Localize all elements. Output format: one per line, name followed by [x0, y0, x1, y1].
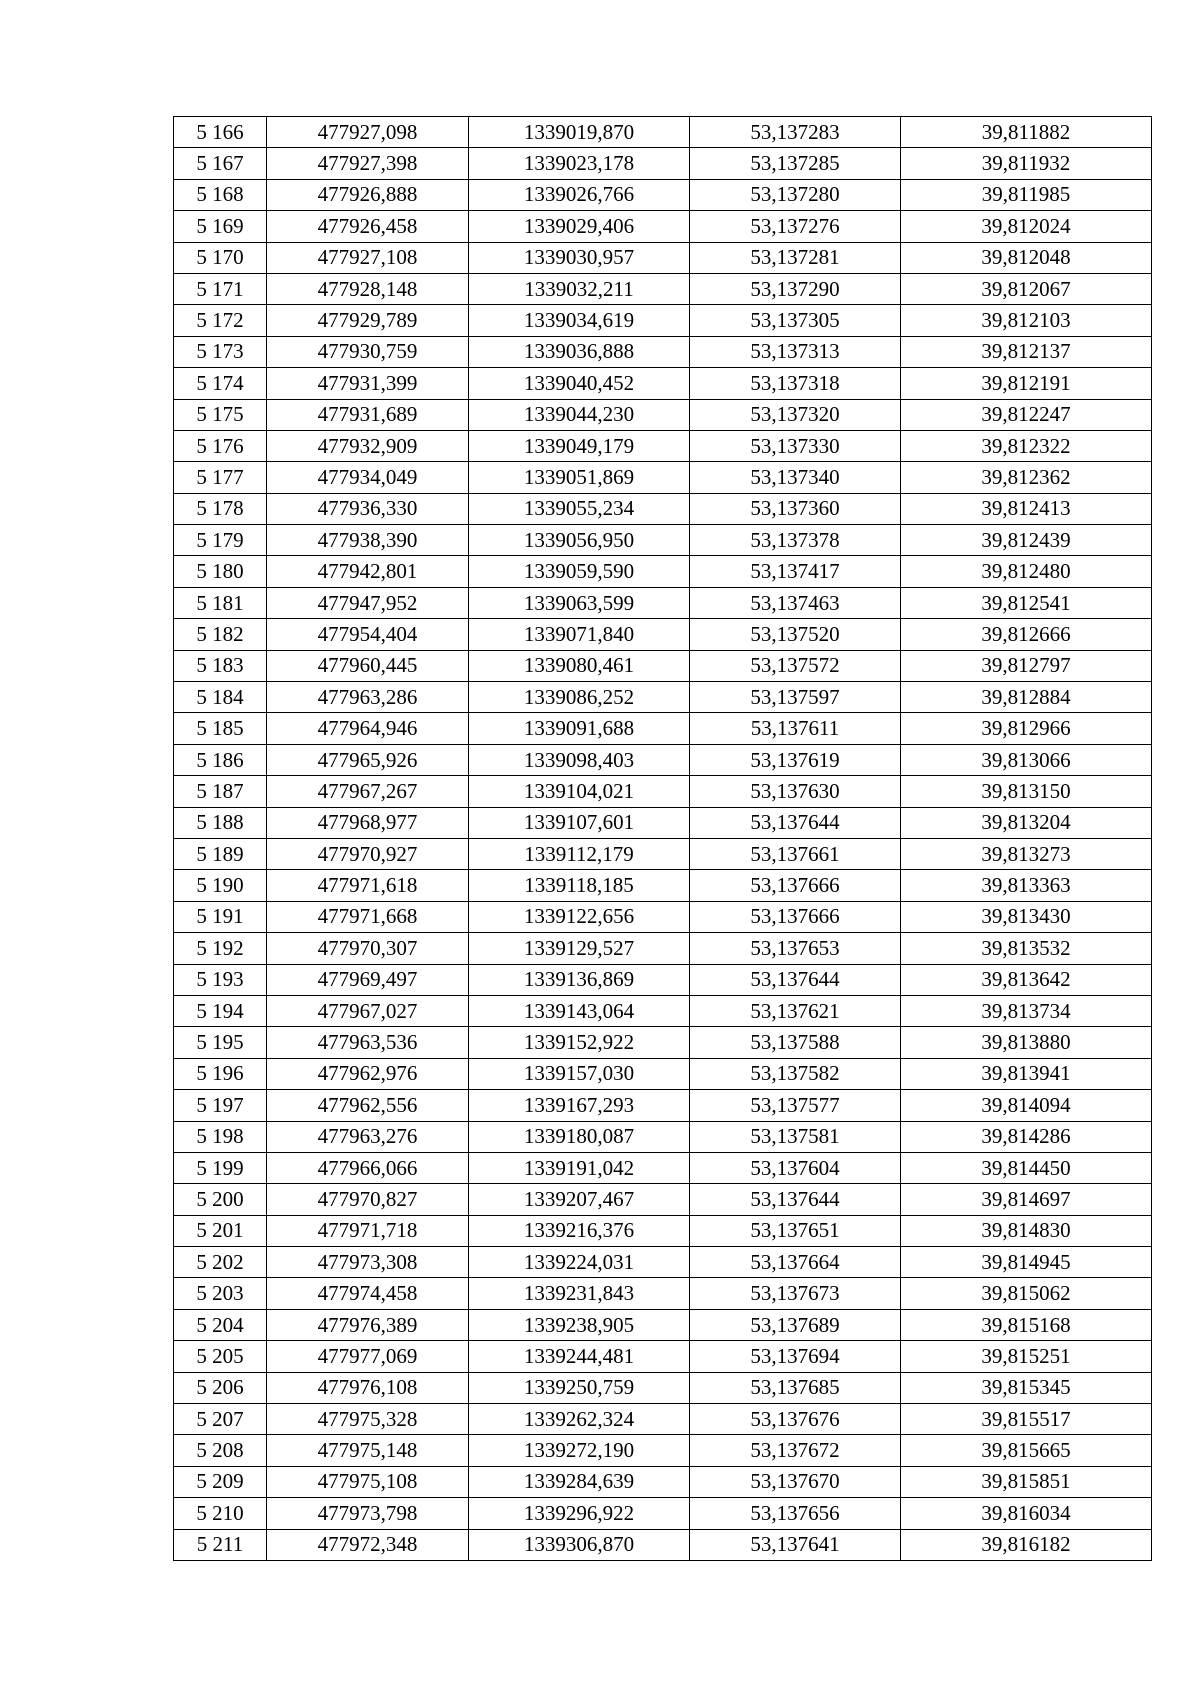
longitude-cell: 39,815851 — [901, 1466, 1152, 1497]
x-coordinate-cell: 477977,069 — [267, 1341, 469, 1372]
longitude-cell: 39,812439 — [901, 525, 1152, 556]
longitude-cell: 39,812067 — [901, 273, 1152, 304]
latitude-cell: 53,137689 — [690, 1309, 901, 1340]
table-row — [174, 870, 1152, 901]
latitude-cell: 53,137644 — [690, 964, 901, 995]
longitude-cell: 39,812137 — [901, 336, 1152, 367]
longitude-cell: 39,812247 — [901, 399, 1152, 430]
longitude-cell: 39,813941 — [901, 1058, 1152, 1089]
y-coordinate-cell: 1339216,376 — [469, 1215, 690, 1246]
x-coordinate-cell: 477970,927 — [267, 838, 469, 869]
table-row — [174, 1027, 1152, 1058]
y-coordinate-cell: 1339091,688 — [469, 713, 690, 744]
latitude-cell: 53,137670 — [690, 1466, 901, 1497]
latitude-cell: 53,137330 — [690, 430, 901, 461]
y-coordinate-cell: 1339059,590 — [469, 556, 690, 587]
table-row — [174, 776, 1152, 807]
latitude-cell: 53,137611 — [690, 713, 901, 744]
y-coordinate-cell: 1339224,031 — [469, 1247, 690, 1278]
table-row — [174, 556, 1152, 587]
latitude-cell: 53,137340 — [690, 462, 901, 493]
y-coordinate-cell: 1339030,957 — [469, 242, 690, 273]
point-number-cell: 5 199 — [174, 1152, 267, 1183]
table-row — [174, 1152, 1152, 1183]
latitude-cell: 53,137290 — [690, 273, 901, 304]
y-coordinate-cell: 1339118,185 — [469, 870, 690, 901]
latitude-cell: 53,137276 — [690, 211, 901, 242]
x-coordinate-cell: 477973,798 — [267, 1498, 469, 1529]
longitude-cell: 39,812191 — [901, 368, 1152, 399]
longitude-cell: 39,814830 — [901, 1215, 1152, 1246]
longitude-cell: 39,812666 — [901, 619, 1152, 650]
x-coordinate-cell: 477970,307 — [267, 933, 469, 964]
x-coordinate-cell: 477942,801 — [267, 556, 469, 587]
x-coordinate-cell: 477969,497 — [267, 964, 469, 995]
point-number-cell: 5 179 — [174, 525, 267, 556]
y-coordinate-cell: 1339055,234 — [469, 493, 690, 524]
point-number-cell: 5 193 — [174, 964, 267, 995]
point-number-cell: 5 205 — [174, 1341, 267, 1372]
table-row — [174, 211, 1152, 242]
point-number-cell: 5 196 — [174, 1058, 267, 1089]
point-number-cell: 5 191 — [174, 901, 267, 932]
x-coordinate-cell: 477930,759 — [267, 336, 469, 367]
table-row — [174, 1184, 1152, 1215]
y-coordinate-cell: 1339026,766 — [469, 179, 690, 210]
x-coordinate-cell: 477936,330 — [267, 493, 469, 524]
longitude-cell: 39,815345 — [901, 1372, 1152, 1403]
x-coordinate-cell: 477960,445 — [267, 650, 469, 681]
table-row — [174, 305, 1152, 336]
latitude-cell: 53,137581 — [690, 1121, 901, 1152]
y-coordinate-cell: 1339107,601 — [469, 807, 690, 838]
table-row — [174, 682, 1152, 713]
x-coordinate-cell: 477934,049 — [267, 462, 469, 493]
point-number-cell: 5 169 — [174, 211, 267, 242]
longitude-cell: 39,812048 — [901, 242, 1152, 273]
point-number-cell: 5 177 — [174, 462, 267, 493]
x-coordinate-cell: 477974,458 — [267, 1278, 469, 1309]
point-number-cell: 5 174 — [174, 368, 267, 399]
latitude-cell: 53,137685 — [690, 1372, 901, 1403]
longitude-cell: 39,813430 — [901, 901, 1152, 932]
point-number-cell: 5 187 — [174, 776, 267, 807]
latitude-cell: 53,137664 — [690, 1247, 901, 1278]
point-number-cell: 5 184 — [174, 682, 267, 713]
x-coordinate-cell: 477975,148 — [267, 1435, 469, 1466]
latitude-cell: 53,137280 — [690, 179, 901, 210]
latitude-cell: 53,137417 — [690, 556, 901, 587]
x-coordinate-cell: 477975,108 — [267, 1466, 469, 1497]
y-coordinate-cell: 1339104,021 — [469, 776, 690, 807]
y-coordinate-cell: 1339157,030 — [469, 1058, 690, 1089]
longitude-cell: 39,812797 — [901, 650, 1152, 681]
point-number-cell: 5 171 — [174, 273, 267, 304]
point-number-cell: 5 194 — [174, 995, 267, 1026]
x-coordinate-cell: 477927,108 — [267, 242, 469, 273]
y-coordinate-cell: 1339296,922 — [469, 1498, 690, 1529]
table-row — [174, 148, 1152, 179]
x-coordinate-cell: 477970,827 — [267, 1184, 469, 1215]
point-number-cell: 5 208 — [174, 1435, 267, 1466]
latitude-cell: 53,137320 — [690, 399, 901, 430]
point-number-cell: 5 188 — [174, 807, 267, 838]
longitude-cell: 39,814945 — [901, 1247, 1152, 1278]
x-coordinate-cell: 477954,404 — [267, 619, 469, 650]
y-coordinate-cell: 1339112,179 — [469, 838, 690, 869]
table-row — [174, 242, 1152, 273]
table-row — [174, 368, 1152, 399]
point-number-cell: 5 185 — [174, 713, 267, 744]
y-coordinate-cell: 1339036,888 — [469, 336, 690, 367]
y-coordinate-cell: 1339136,869 — [469, 964, 690, 995]
latitude-cell: 53,137588 — [690, 1027, 901, 1058]
point-number-cell: 5 197 — [174, 1090, 267, 1121]
latitude-cell: 53,137582 — [690, 1058, 901, 1089]
y-coordinate-cell: 1339191,042 — [469, 1152, 690, 1183]
latitude-cell: 53,137644 — [690, 1184, 901, 1215]
longitude-cell: 39,811985 — [901, 179, 1152, 210]
y-coordinate-cell: 1339051,869 — [469, 462, 690, 493]
x-coordinate-cell: 477932,909 — [267, 430, 469, 461]
coordinates-table-body — [174, 117, 1152, 1561]
y-coordinate-cell: 1339129,527 — [469, 933, 690, 964]
y-coordinate-cell: 1339152,922 — [469, 1027, 690, 1058]
table-row — [174, 1341, 1152, 1372]
latitude-cell: 53,137644 — [690, 807, 901, 838]
longitude-cell: 39,812884 — [901, 682, 1152, 713]
longitude-cell: 39,812103 — [901, 305, 1152, 336]
table-row — [174, 1404, 1152, 1435]
table-row — [174, 1090, 1152, 1121]
y-coordinate-cell: 1339207,467 — [469, 1184, 690, 1215]
y-coordinate-cell: 1339040,452 — [469, 368, 690, 399]
table-row — [174, 838, 1152, 869]
table-row — [174, 1278, 1152, 1309]
longitude-cell: 39,812966 — [901, 713, 1152, 744]
table-row — [174, 1372, 1152, 1403]
point-number-cell: 5 180 — [174, 556, 267, 587]
x-coordinate-cell: 477964,946 — [267, 713, 469, 744]
y-coordinate-cell: 1339143,064 — [469, 995, 690, 1026]
longitude-cell: 39,814450 — [901, 1152, 1152, 1183]
x-coordinate-cell: 477927,098 — [267, 117, 469, 148]
y-coordinate-cell: 1339023,178 — [469, 148, 690, 179]
table-row — [174, 619, 1152, 650]
point-number-cell: 5 192 — [174, 933, 267, 964]
table-row — [174, 964, 1152, 995]
latitude-cell: 53,137619 — [690, 744, 901, 775]
x-coordinate-cell: 477971,718 — [267, 1215, 469, 1246]
latitude-cell: 53,137641 — [690, 1529, 901, 1560]
longitude-cell: 39,815168 — [901, 1309, 1152, 1340]
y-coordinate-cell: 1339019,870 — [469, 117, 690, 148]
x-coordinate-cell: 477947,952 — [267, 587, 469, 618]
longitude-cell: 39,813642 — [901, 964, 1152, 995]
point-number-cell: 5 186 — [174, 744, 267, 775]
point-number-cell: 5 182 — [174, 619, 267, 650]
longitude-cell: 39,816182 — [901, 1529, 1152, 1560]
longitude-cell: 39,814286 — [901, 1121, 1152, 1152]
x-coordinate-cell: 477975,328 — [267, 1404, 469, 1435]
table-row — [174, 1498, 1152, 1529]
point-number-cell: 5 206 — [174, 1372, 267, 1403]
longitude-cell: 39,814697 — [901, 1184, 1152, 1215]
longitude-cell: 39,814094 — [901, 1090, 1152, 1121]
x-coordinate-cell: 477931,689 — [267, 399, 469, 430]
table-row — [174, 901, 1152, 932]
x-coordinate-cell: 477962,556 — [267, 1090, 469, 1121]
table-row — [174, 995, 1152, 1026]
longitude-cell: 39,813734 — [901, 995, 1152, 1026]
point-number-cell: 5 198 — [174, 1121, 267, 1152]
y-coordinate-cell: 1339244,481 — [469, 1341, 690, 1372]
y-coordinate-cell: 1339056,950 — [469, 525, 690, 556]
longitude-cell: 39,815665 — [901, 1435, 1152, 1466]
point-number-cell: 5 176 — [174, 430, 267, 461]
table-row — [174, 117, 1152, 148]
latitude-cell: 53,137653 — [690, 933, 901, 964]
table-row — [174, 525, 1152, 556]
x-coordinate-cell: 477967,267 — [267, 776, 469, 807]
x-coordinate-cell: 477931,399 — [267, 368, 469, 399]
x-coordinate-cell: 477962,976 — [267, 1058, 469, 1089]
table-row — [174, 399, 1152, 430]
latitude-cell: 53,137676 — [690, 1404, 901, 1435]
y-coordinate-cell: 1339306,870 — [469, 1529, 690, 1560]
longitude-cell: 39,812024 — [901, 211, 1152, 242]
longitude-cell: 39,815251 — [901, 1341, 1152, 1372]
latitude-cell: 53,137577 — [690, 1090, 901, 1121]
table-row — [174, 587, 1152, 618]
y-coordinate-cell: 1339250,759 — [469, 1372, 690, 1403]
point-number-cell: 5 204 — [174, 1309, 267, 1340]
latitude-cell: 53,137630 — [690, 776, 901, 807]
latitude-cell: 53,137283 — [690, 117, 901, 148]
table-row — [174, 713, 1152, 744]
y-coordinate-cell: 1339063,599 — [469, 587, 690, 618]
table-row — [174, 1247, 1152, 1278]
table-row — [174, 1309, 1152, 1340]
table-row — [174, 744, 1152, 775]
longitude-cell: 39,812322 — [901, 430, 1152, 461]
x-coordinate-cell: 477971,618 — [267, 870, 469, 901]
latitude-cell: 53,137281 — [690, 242, 901, 273]
y-coordinate-cell: 1339122,656 — [469, 901, 690, 932]
x-coordinate-cell: 477976,389 — [267, 1309, 469, 1340]
table-row — [174, 933, 1152, 964]
x-coordinate-cell: 477966,066 — [267, 1152, 469, 1183]
y-coordinate-cell: 1339071,840 — [469, 619, 690, 650]
coordinates-table — [173, 116, 1152, 1561]
table-row — [174, 273, 1152, 304]
longitude-cell: 39,813150 — [901, 776, 1152, 807]
x-coordinate-cell: 477972,348 — [267, 1529, 469, 1560]
point-number-cell: 5 190 — [174, 870, 267, 901]
y-coordinate-cell: 1339262,324 — [469, 1404, 690, 1435]
latitude-cell: 53,137597 — [690, 682, 901, 713]
x-coordinate-cell: 477929,789 — [267, 305, 469, 336]
x-coordinate-cell: 477965,926 — [267, 744, 469, 775]
longitude-cell: 39,812362 — [901, 462, 1152, 493]
longitude-cell: 39,813532 — [901, 933, 1152, 964]
longitude-cell: 39,811932 — [901, 148, 1152, 179]
point-number-cell: 5 209 — [174, 1466, 267, 1497]
point-number-cell: 5 175 — [174, 399, 267, 430]
y-coordinate-cell: 1339180,087 — [469, 1121, 690, 1152]
y-coordinate-cell: 1339044,230 — [469, 399, 690, 430]
point-number-cell: 5 173 — [174, 336, 267, 367]
table-row — [174, 430, 1152, 461]
x-coordinate-cell: 477963,286 — [267, 682, 469, 713]
y-coordinate-cell: 1339284,639 — [469, 1466, 690, 1497]
x-coordinate-cell: 477967,027 — [267, 995, 469, 1026]
latitude-cell: 53,137666 — [690, 901, 901, 932]
table-row — [174, 1435, 1152, 1466]
point-number-cell: 5 211 — [174, 1529, 267, 1560]
latitude-cell: 53,137672 — [690, 1435, 901, 1466]
y-coordinate-cell: 1339238,905 — [469, 1309, 690, 1340]
point-number-cell: 5 202 — [174, 1247, 267, 1278]
y-coordinate-cell: 1339029,406 — [469, 211, 690, 242]
table-row — [174, 1058, 1152, 1089]
longitude-cell: 39,813066 — [901, 744, 1152, 775]
latitude-cell: 53,137572 — [690, 650, 901, 681]
longitude-cell: 39,813273 — [901, 838, 1152, 869]
latitude-cell: 53,137313 — [690, 336, 901, 367]
table-row — [174, 1215, 1152, 1246]
latitude-cell: 53,137305 — [690, 305, 901, 336]
y-coordinate-cell: 1339034,619 — [469, 305, 690, 336]
y-coordinate-cell: 1339167,293 — [469, 1090, 690, 1121]
table-row — [174, 179, 1152, 210]
point-number-cell: 5 167 — [174, 148, 267, 179]
latitude-cell: 53,137666 — [690, 870, 901, 901]
point-number-cell: 5 203 — [174, 1278, 267, 1309]
longitude-cell: 39,812541 — [901, 587, 1152, 618]
latitude-cell: 53,137285 — [690, 148, 901, 179]
y-coordinate-cell: 1339231,843 — [469, 1278, 690, 1309]
longitude-cell: 39,811882 — [901, 117, 1152, 148]
table-row — [174, 336, 1152, 367]
table-row — [174, 1529, 1152, 1560]
latitude-cell: 53,137463 — [690, 587, 901, 618]
x-coordinate-cell: 477976,108 — [267, 1372, 469, 1403]
latitude-cell: 53,137621 — [690, 995, 901, 1026]
point-number-cell: 5 168 — [174, 179, 267, 210]
point-number-cell: 5 195 — [174, 1027, 267, 1058]
y-coordinate-cell: 1339032,211 — [469, 273, 690, 304]
point-number-cell: 5 189 — [174, 838, 267, 869]
y-coordinate-cell: 1339098,403 — [469, 744, 690, 775]
x-coordinate-cell: 477928,148 — [267, 273, 469, 304]
y-coordinate-cell: 1339086,252 — [469, 682, 690, 713]
latitude-cell: 53,137694 — [690, 1341, 901, 1372]
table-row — [174, 1121, 1152, 1152]
longitude-cell: 39,812480 — [901, 556, 1152, 587]
latitude-cell: 53,137318 — [690, 368, 901, 399]
y-coordinate-cell: 1339272,190 — [469, 1435, 690, 1466]
table-row — [174, 493, 1152, 524]
longitude-cell: 39,815517 — [901, 1404, 1152, 1435]
x-coordinate-cell: 477963,276 — [267, 1121, 469, 1152]
longitude-cell: 39,813363 — [901, 870, 1152, 901]
y-coordinate-cell: 1339049,179 — [469, 430, 690, 461]
x-coordinate-cell: 477973,308 — [267, 1247, 469, 1278]
x-coordinate-cell: 477938,390 — [267, 525, 469, 556]
x-coordinate-cell: 477927,398 — [267, 148, 469, 179]
latitude-cell: 53,137651 — [690, 1215, 901, 1246]
longitude-cell: 39,816034 — [901, 1498, 1152, 1529]
point-number-cell: 5 170 — [174, 242, 267, 273]
latitude-cell: 53,137656 — [690, 1498, 901, 1529]
point-number-cell: 5 207 — [174, 1404, 267, 1435]
point-number-cell: 5 178 — [174, 493, 267, 524]
longitude-cell: 39,813204 — [901, 807, 1152, 838]
latitude-cell: 53,137378 — [690, 525, 901, 556]
longitude-cell: 39,813880 — [901, 1027, 1152, 1058]
x-coordinate-cell: 477971,668 — [267, 901, 469, 932]
y-coordinate-cell: 1339080,461 — [469, 650, 690, 681]
x-coordinate-cell: 477963,536 — [267, 1027, 469, 1058]
x-coordinate-cell: 477926,458 — [267, 211, 469, 242]
x-coordinate-cell: 477926,888 — [267, 179, 469, 210]
point-number-cell: 5 166 — [174, 117, 267, 148]
point-number-cell: 5 210 — [174, 1498, 267, 1529]
latitude-cell: 53,137673 — [690, 1278, 901, 1309]
latitude-cell: 53,137360 — [690, 493, 901, 524]
point-number-cell: 5 201 — [174, 1215, 267, 1246]
point-number-cell: 5 183 — [174, 650, 267, 681]
table-row — [174, 807, 1152, 838]
table-row — [174, 1466, 1152, 1497]
longitude-cell: 39,815062 — [901, 1278, 1152, 1309]
point-number-cell: 5 181 — [174, 587, 267, 618]
table-row — [174, 462, 1152, 493]
point-number-cell: 5 172 — [174, 305, 267, 336]
x-coordinate-cell: 477968,977 — [267, 807, 469, 838]
latitude-cell: 53,137661 — [690, 838, 901, 869]
longitude-cell: 39,812413 — [901, 493, 1152, 524]
latitude-cell: 53,137520 — [690, 619, 901, 650]
table-row — [174, 650, 1152, 681]
point-number-cell: 5 200 — [174, 1184, 267, 1215]
latitude-cell: 53,137604 — [690, 1152, 901, 1183]
